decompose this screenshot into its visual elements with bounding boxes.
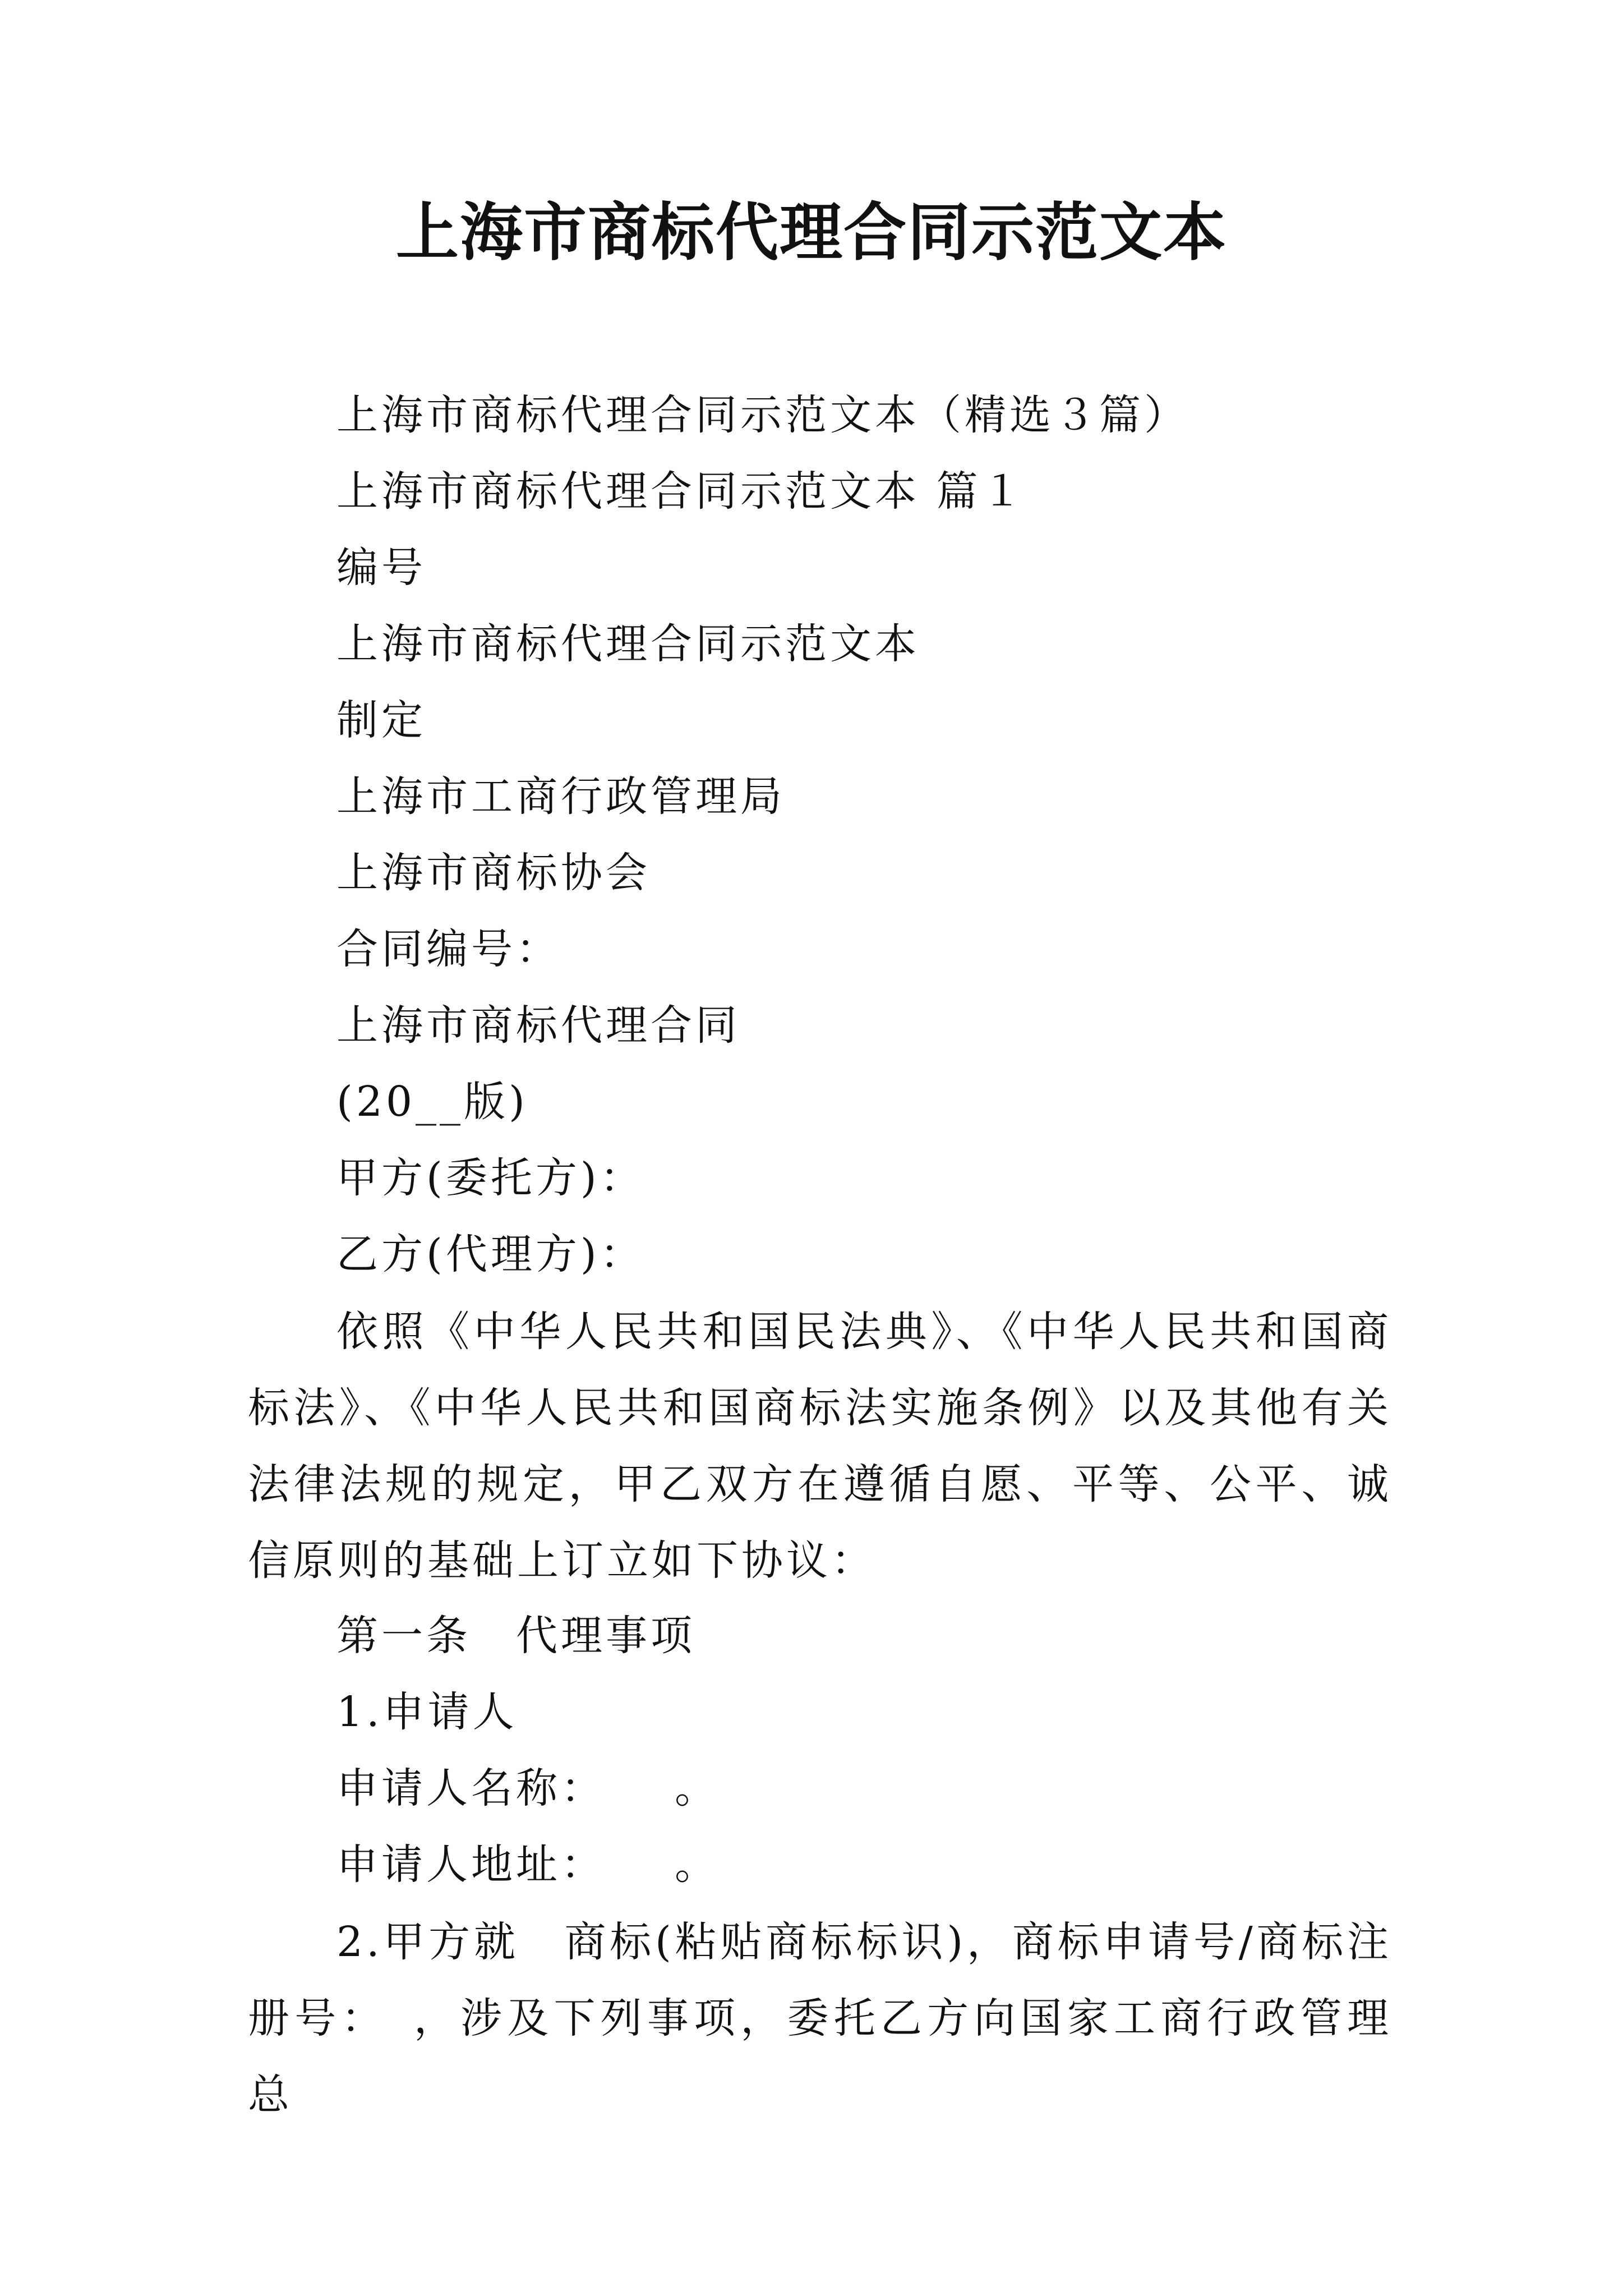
subtitle-line: 上海市商标代理合同示范文本（精选３篇） bbox=[336, 391, 1189, 439]
issuer-association: 上海市商标协会 bbox=[336, 849, 651, 897]
party-b-label: 乙方(代理方)： bbox=[336, 1230, 645, 1278]
applicant-address-line: 申请人地址： 。 bbox=[336, 1841, 720, 1889]
party-a-label: 甲方(委托方)： bbox=[336, 1154, 645, 1202]
issuer-bureau: 上海市工商行政管理局 bbox=[336, 772, 785, 821]
issued-by-label: 制定 bbox=[336, 696, 426, 744]
section-heading: 上海市商标代理合同示范文本 篇１ bbox=[336, 467, 1026, 516]
applicant-heading: 1.申请人 bbox=[336, 1688, 518, 1736]
applicant-name-line: 申请人名称： 。 bbox=[336, 1764, 720, 1812]
item-2-paragraph: 2.甲方就 商标(粘贴商标标识)，商标申请号/商标注册号： ，涉及下列事项，委托乙方向国家工商行政管理总 bbox=[248, 1918, 1392, 2119]
contract-number-label: 合同编号： bbox=[336, 925, 561, 973]
article-1-heading: 第一条 代理事项 bbox=[336, 1612, 695, 1660]
document-title: 上海市商标代理合同示范文本 bbox=[396, 196, 1227, 269]
contract-title: 上海市商标代理合同 bbox=[336, 1001, 740, 1050]
intro-paragraph: 依照《中华人民共和国民法典》、《中华人民共和国商标法》、《中华人民共和国商标法实施条例》以及其他有关法律法规的规定，甲乙双方在遵循自愿、平等、公平、诚信原则的基础上订立如下协议： bbox=[248, 1308, 1392, 1585]
cover-title: 上海市商标代理合同示范文本 bbox=[336, 620, 920, 668]
edition-label: (20__版) bbox=[336, 1078, 528, 1126]
number-label: 编号 bbox=[336, 544, 426, 592]
